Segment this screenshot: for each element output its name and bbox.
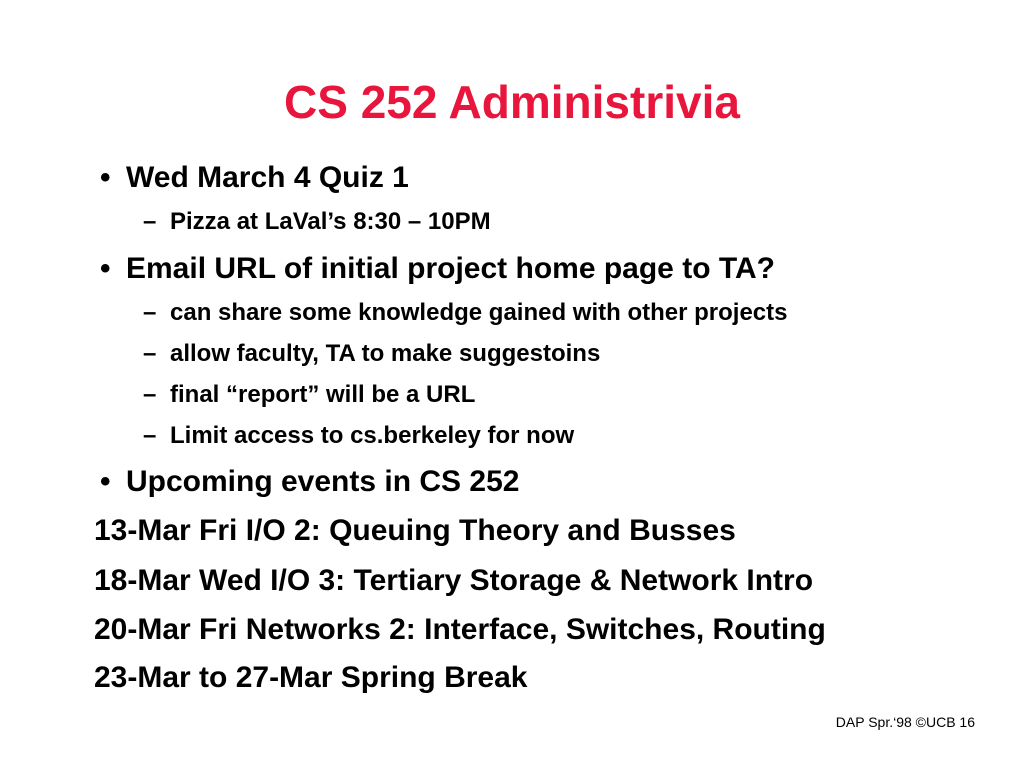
bullet-marker: •	[100, 161, 111, 194]
sub-bullet-item	[143, 298, 983, 328]
sub-bullet-item	[143, 207, 983, 237]
schedule-item: 20-Mar Fri Networks 2: Interface, Switches, Routing	[94, 613, 826, 646]
sub-bullet-text: allow faculty, TA to make suggestoins	[170, 340, 601, 367]
sub-bullet-item	[143, 380, 983, 410]
bullet-text: Upcoming events in CS 252	[126, 465, 520, 498]
sub-bullet-text: final “report” will be a URL	[170, 381, 476, 408]
dash-marker: –	[143, 299, 157, 326]
bullet-item	[100, 251, 980, 287]
bullet-text: Wed March 4 Quiz 1	[126, 161, 409, 194]
sub-bullet-item	[143, 339, 983, 369]
schedule-item: 18-Mar Wed I/O 3: Tertiary Storage & Network Intro	[94, 564, 814, 597]
sub-bullet-text: Limit access to cs.berkeley for now	[170, 422, 575, 449]
dash-marker: –	[143, 422, 157, 449]
bullet-item	[100, 160, 980, 196]
sub-bullet-text: Pizza at LaVal’s 8:30 – 10PM	[170, 208, 491, 235]
dash-marker: –	[143, 208, 157, 235]
dash-marker: –	[143, 340, 157, 367]
slide-footer: DAP Spr.‘98 ©UCB 16	[835, 714, 975, 730]
sub-bullet-text: can share some knowledge gained with other projects	[170, 299, 788, 326]
dash-marker: –	[143, 381, 157, 408]
sub-bullet-item	[143, 421, 983, 451]
bullet-marker: •	[100, 252, 111, 285]
schedule-item: 23-Mar to 27-Mar Spring Break	[94, 661, 528, 694]
bullet-item	[100, 464, 980, 500]
schedule-item: 13-Mar Fri I/O 2: Queuing Theory and Busses	[94, 514, 736, 547]
bullet-text: Email URL of initial project home page to TA?	[126, 252, 775, 285]
bullet-marker: •	[100, 465, 111, 498]
slide-title: CS 252 Administrivia	[284, 76, 740, 128]
